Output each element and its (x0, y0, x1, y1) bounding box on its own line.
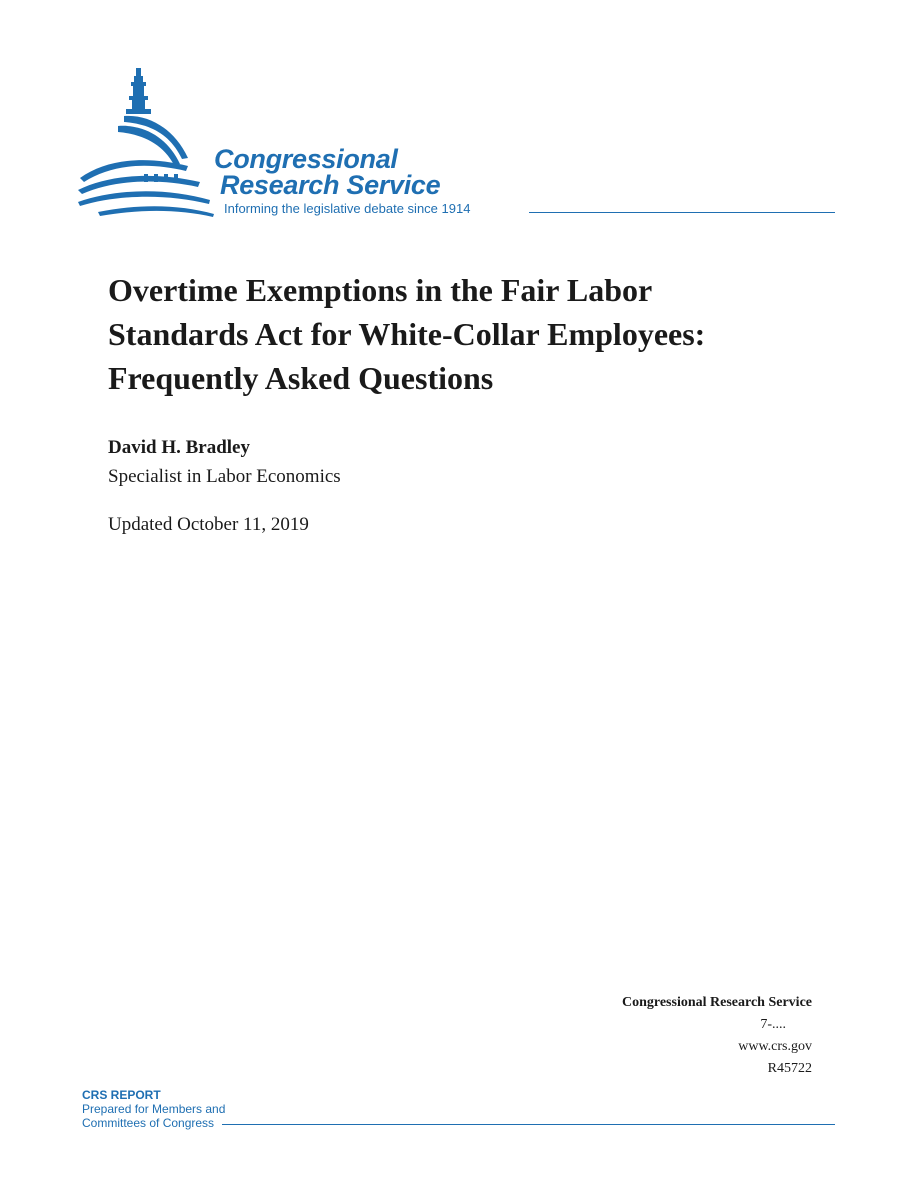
updated-date: Updated October 11, 2019 (108, 514, 309, 535)
report-code: 7-.... (760, 1017, 786, 1032)
author-role: Specialist in Labor Economics (108, 466, 341, 487)
title-line: Overtime Exemptions in the Fair Labor (108, 272, 653, 308)
logo-wordmark-line2: Research Service (220, 170, 441, 200)
report-number: R45722 (767, 1061, 812, 1076)
footer-divider (222, 1124, 835, 1125)
crs-report-label (82, 1088, 225, 1130)
capitol-dome-logo (78, 66, 218, 218)
report-info (560, 992, 812, 1080)
title-line: Standards Act for White-Collar Employees: (108, 316, 706, 352)
title-line: Frequently Asked Questions (108, 360, 494, 396)
crs-report-subtitle: Committees of Congress (82, 1116, 215, 1130)
crs-report-title: CRS REPORT (82, 1088, 161, 1102)
logo-tagline: Informing the legislative debate since 1914 (224, 201, 471, 216)
logo-wordmark-line1: Congressional (214, 144, 398, 174)
crs-report-subtitle: Prepared for Members and (82, 1102, 226, 1116)
report-url[interactable]: www.crs.gov (738, 1039, 812, 1054)
logo-divider (529, 212, 835, 213)
report-title (108, 268, 828, 400)
report-org: Congressional Research Service (621, 995, 812, 1010)
author-name: David H. Bradley (108, 437, 250, 458)
